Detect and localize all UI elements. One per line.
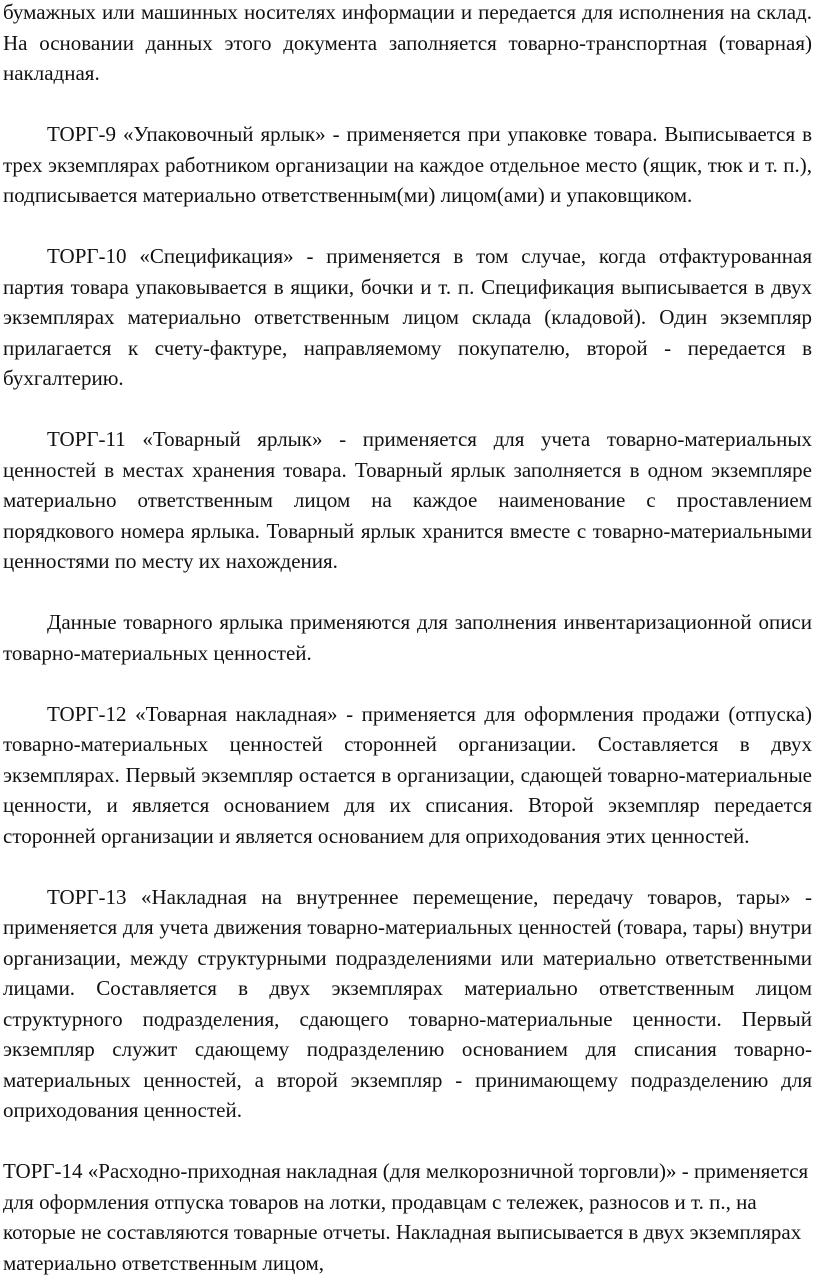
paragraph-continuation: бумажных или машинных носителях информации и передается для исполнения на склад. На основании данных этого документа заполняется товарно-транспортная (товарная) накладная. [3, 0, 812, 85]
paragraph-torg-12: ТОРГ-12 «Товарная накладная» - применяется для оформления продажи (отпуска) товарно-материальных ценностей сторонней организации. Составляется в двух экземплярах. Первый экземпляр остается в организации, сдающей товарно-материальные ценности, и является основанием для их списания. Второй экземпляр передается сторонней организации и является основанием для оприходования этих ценностей. [3, 701, 812, 848]
paragraph-label-data: Данные товарного ярлыка применяются для заполнения инвентаризационной описи товарно-материальных ценностей. [3, 610, 812, 665]
paragraph-torg-10: ТОРГ-10 «Спецификация» - применяется в том случае, когда отфактурованная партия товара упаковывается в ящики, бочки и т. п. Спецификация выписывается в двух экземплярах материально ответственным лицом склада (кладовой). Один экземпляр прилагается к счету-фактуре, направляемому покупателю, второй - передается в бухгалтерию. [3, 244, 812, 390]
paragraph-torg-11: ТОРГ-11 «Товарный ярлык» - применяется для учета товарно-материальных ценностей в местах хранения товара. Товарный ярлык заполняется в одном экземпляре материально ответственным лицом на каждое наименование с проставлением порядкового номера ярлыка. Товарный ярлык хранится вместе с товарно-материальными ценностями по месту их нахождения. [3, 427, 812, 573]
paragraph-gap [3, 394, 812, 425]
paragraph-gap [3, 1126, 812, 1157]
paragraph-gap [3, 668, 812, 699]
paragraph-gap [3, 851, 812, 882]
paragraph-torg-14: ТОРГ-14 «Расходно-приходная накладная (для мелкорозничной торговли)» - применяется для оформления отпуска товаров на лотки, продавцам с тележек, разносов и т. п., на которые не составляются товарные отчеты. Накладная выписывается в двух экземплярах материально ответственным лицом, [3, 1159, 809, 1275]
paragraph-torg-9: ТОРГ-9 «Упаковочный ярлык» - применяется при упаковке товара. Выписывается в трех экземплярах работником организации на каждое отдельное место (ящик, тюк и т. п.), подписывается материально ответственным(ми) лицом(ами) и упаковщиком. [3, 122, 812, 207]
paragraph-gap [3, 211, 812, 242]
paragraph-gap [3, 89, 812, 120]
paragraph-gap [3, 577, 812, 608]
paragraph-torg-13: ТОРГ-13 «Накладная на внутреннее перемещение, передачу товаров, тары» - применяется для учета движения товарно-материальных ценностей (товара, тары) внутри организации, между структурными подразделениями или материально ответственными лицами. Составляется в двух экземплярах материально ответственным лицом структурного подразделения, сдающего товарно-материальные ценности. Первый экземпляр служит сдающему подразделению основанием для списания товарно-материальных ценностей, а второй экземпляр - принимающему подразделению для оприходования ценностей. [3, 884, 812, 1122]
